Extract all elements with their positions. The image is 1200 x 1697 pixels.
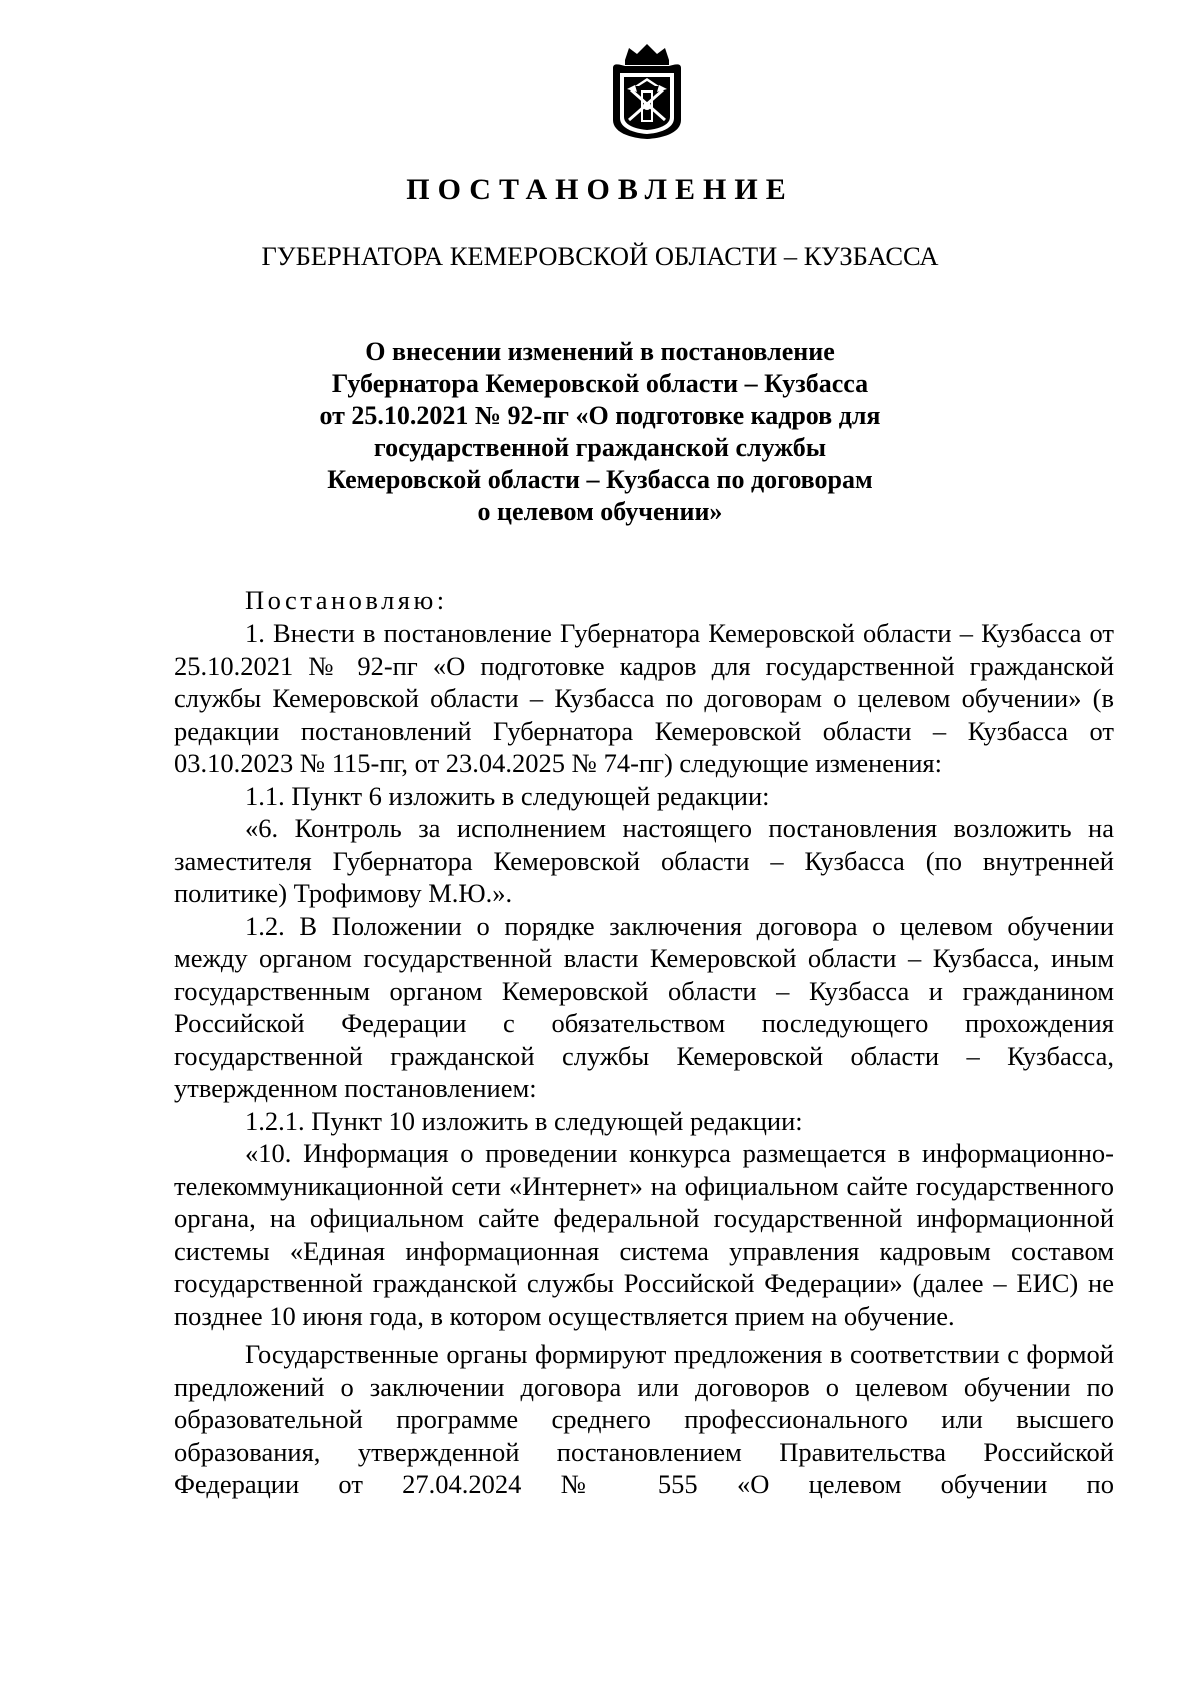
heading-line: Кемеровской области – Кузбасса по договорам — [327, 465, 873, 494]
clause-1: 1. Внести в постановление Губернатора Кемеровской области – Кузбасса от 25.10.2021 № 92-пг «О подготовке кадров для государственной гражданской службы Кемеровской области – Кузбасса по договорам о целевом обучении» (в редакции постановлений Губернатора Кемеровской области – Кузбасса от 03.10.2023 № 115-пг, от 23.04.2025 № 74-пг) следующие изменения: — [174, 618, 1114, 778]
heading-line: государственной гражданской службы — [373, 433, 827, 462]
heading-line: О внесении изменений в постановление — [365, 337, 835, 366]
clause-1-1: 1.1. Пункт 6 изложить в следующей редакции: — [245, 780, 770, 811]
resolution-lead: Постановляю: — [245, 585, 448, 615]
heading-line: от 25.10.2021 № 92-пг «О подготовке кадров для — [319, 401, 881, 430]
clause-1-2-1: 1.2.1. Пункт 10 изложить в следующей редакции: — [245, 1105, 803, 1136]
heading-line: Губернатора Кемеровской области – Кузбасса — [331, 369, 869, 398]
document-heading — [0, 336, 1200, 528]
clause-1-2-1-text: «10. Информация о проведении конкурса размещается в информационно-телекоммуникационной сети «Интернет» на официальном сайте государственного органа, на официальном сайте федеральной государственной информационной системы «Единая информационная система управления кадровым составом государственной гражданской службы Российской Федерации» (далее – ЕИС) не позднее 10 июня года, в котором осуществляется прием на обучение. — [174, 1138, 1114, 1331]
clause-1-2: 1.2. В Положении о порядке заключения договора о целевом обучении между органом государственной власти Кемеровской области – Кузбасса, иным государственным органом Кемеровской области – Кузбасса и гражданином Российской Федерации с обязательством последующего прохождения государственной гражданской службы Кемеровской области – Кузбасса, утвержденном постановлением: — [174, 910, 1114, 1103]
clause-1-1-text: «6. Контроль за исполнением настоящего постановления возложить на заместителя Губернатора Кемеровской области – Кузбасса (по внутренней политике) Трофимову М.Ю.». — [174, 813, 1114, 908]
document-issuer: ГУБЕРНАТОРА КЕМЕРОВСКОЙ ОБЛАСТИ – КУЗБАССА — [261, 241, 939, 271]
document-body — [174, 584, 1114, 1501]
heading-line: о целевом обучении» — [477, 497, 723, 526]
clause-1-2-1-continuation: Государственные органы формируют предложения в соответствии с формой предложений о заключении договора или договоров о целевом обучении по образовательной программе среднего профессионального или высшего образования, утвержденной постановлением Правительства Российской Федерации от 27.04.2024 № 555 «О целевом обучении по — [174, 1339, 1114, 1499]
coat-of-arms-icon — [605, 40, 689, 140]
document-title: ПОСТАНОВЛЕНИЕ — [406, 173, 794, 206]
